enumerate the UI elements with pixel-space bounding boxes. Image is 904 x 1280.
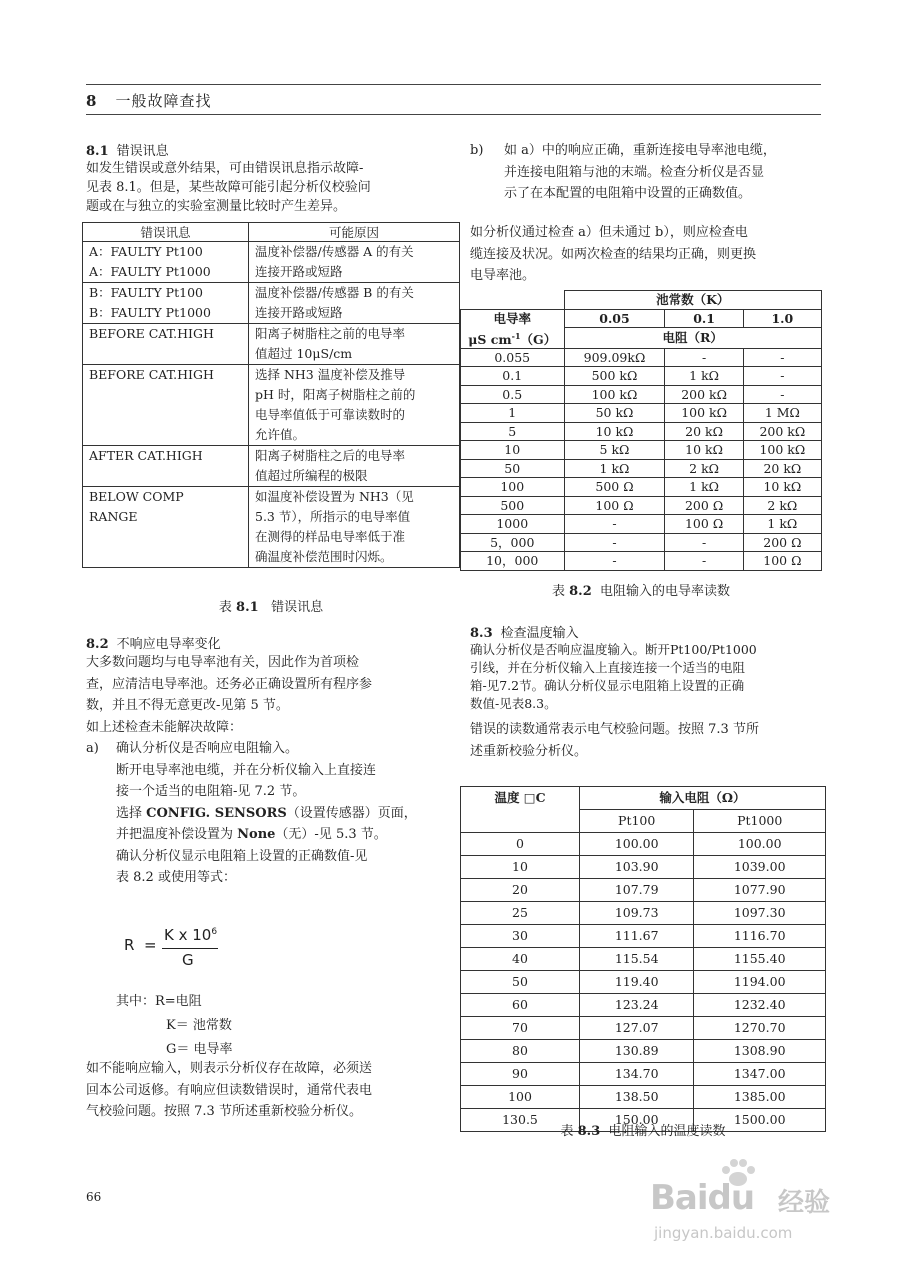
chapter-heading — [86, 90, 211, 111]
table-header: μS $cm^{-1}(G)$ — [461, 328, 565, 349]
table-header: 温度 □C — [461, 787, 580, 833]
table-row — [83, 365, 460, 446]
table-cell: 50 kΩ — [564, 404, 665, 423]
table-cell: 138.50 — [580, 1086, 694, 1109]
table-cell: 200 Ω — [743, 533, 821, 552]
table-cell: 0.5 — [461, 385, 565, 404]
table-header: 错误讯息 — [83, 223, 249, 242]
table-cell: 5 — [461, 422, 565, 441]
table-cell: 1194.00 — [694, 971, 826, 994]
table-cell: 111.67 — [580, 925, 694, 948]
table-cell: 1 kΩ — [665, 478, 743, 497]
table-cell: - — [743, 385, 821, 404]
section-title: 错误讯息 — [116, 144, 169, 159]
table-cell: 1232.40 — [694, 994, 826, 1017]
chapter-title: 一般故障查找 — [115, 92, 212, 110]
table-cell: 5，000 — [461, 533, 565, 552]
table-cell: 50 — [461, 459, 565, 478]
table-cell: 100 kΩ — [564, 385, 665, 404]
table-cell: 10，000 — [461, 552, 565, 571]
table-cell: 500 kΩ — [564, 367, 665, 386]
table-cell: 10 kΩ — [665, 441, 743, 460]
section-number: 8.1 — [86, 144, 109, 159]
table-row — [461, 1017, 826, 1040]
conductivity-table — [460, 290, 822, 571]
error-messages-table — [82, 222, 460, 568]
table-header: 0.05 — [564, 309, 665, 328]
table-row — [461, 367, 822, 386]
table-cell: 30 — [461, 925, 580, 948]
table-header: 可能原因 — [249, 223, 460, 242]
section-heading — [86, 140, 461, 159]
table-cell: 1039.00 — [694, 856, 826, 879]
table-cell: 103.90 — [580, 856, 694, 879]
watermark — [650, 1158, 900, 1248]
table-cell: 10 — [461, 441, 565, 460]
formula-legend: 其中：R=电阻 K＝ 池常数 G＝ 电导率 — [116, 994, 233, 1057]
table-cell: 60 — [461, 994, 580, 1017]
table-cell: 1 — [461, 404, 565, 423]
table-cell: 1 kΩ — [564, 459, 665, 478]
section-paragraph: 错误的读数通常表示电气校验问题。按照 7.3 节所 述重新校验分析仪。 — [470, 722, 759, 759]
list-marker: b) — [470, 143, 484, 158]
watermark-brand: Baidu — [650, 1178, 755, 1218]
table-cell: 109.73 — [580, 902, 694, 925]
table-row — [461, 948, 826, 971]
table-header: 电导率 — [461, 309, 565, 328]
table-cell: 25 — [461, 902, 580, 925]
table-cell: 1270.70 — [694, 1017, 826, 1040]
table-body — [461, 833, 826, 1132]
step-b: b) 如 a）中的响应正确，重新连接电导率池电缆， 并连接电阻箱与池的末端。检查分析仪是否显 示了在本配置的电阻箱中设置的正确数值。 — [470, 143, 776, 201]
table-row — [461, 1086, 826, 1109]
table-cell: - — [665, 533, 743, 552]
table-cell: 150.00 — [580, 1109, 694, 1132]
table-row — [461, 422, 822, 441]
table-cell: 5 kΩ — [564, 441, 665, 460]
formula: R = K x $10^6$ G — [124, 926, 218, 969]
section-number: 8.2 — [86, 637, 109, 652]
table-cell: 127.07 — [580, 1017, 694, 1040]
table-row — [461, 533, 822, 552]
table-row — [461, 994, 826, 1017]
table-cell: 100.00 — [580, 833, 694, 856]
table-cell: 100 — [461, 478, 565, 497]
table-cell: 100 kΩ — [743, 441, 821, 460]
table-cell: 1347.00 — [694, 1063, 826, 1086]
table-header: 输入电阻（Ω） — [580, 787, 826, 810]
table-cell: 1077.90 — [694, 879, 826, 902]
table-cell: 温度补偿器/传感器 B 的有关 连接开路或短路 — [249, 283, 460, 324]
table-caption: 表 8.2 电阻输入的电导率读数 — [551, 584, 731, 599]
temperature-table — [460, 786, 826, 1132]
table-cell: 1097.30 — [694, 902, 826, 925]
table-row — [461, 925, 826, 948]
table-caption: 表 8.1 错误讯息 — [218, 600, 324, 615]
table-cell: BELOW COMP RANGE — [83, 487, 249, 568]
table-cell: 200 kΩ — [665, 385, 743, 404]
table-cell: 20 kΩ — [665, 422, 743, 441]
table-cell: 107.79 — [580, 879, 694, 902]
section-paragraph: 大多数问题均与电导率池有关，因此作为首项检 查，应清洁电导率池。还务必正确设置所有程序参 数，并且不得无意更改-见第 5 节。 如上述检查未能解决故障： a) 确认分析仪是否响应电阻输入。 断开电导率池电缆，并在分析仪输入上直接连 接一个适当的电阻箱-见 7.2 节。 选择 CONFIG. SENSORS（设置传感器）页面， 并把温度补偿设置为 None（无）-见 5.3 节。 确认分析仪显示电阻箱上设置的正确数值-见 表 8.2 或使用等式： — [86, 655, 417, 885]
table-cell: 阳离子树脂柱之后的电导率 值超过所编程的极限 — [249, 446, 460, 487]
table-cell: 115.54 — [580, 948, 694, 971]
table-cell: 10 kΩ — [564, 422, 665, 441]
table-cell: 阳离子树脂柱之前的电导率 值超过 10μS/cm — [249, 324, 460, 365]
table-cell: 909.09kΩ — [564, 348, 665, 367]
table-cell: 0 — [461, 833, 580, 856]
table-cell: 100 Ω — [665, 515, 743, 534]
table-header: Pt100 — [580, 810, 694, 833]
table-cell: 1 MΩ — [743, 404, 821, 423]
list-marker: a) — [86, 741, 99, 756]
section-heading — [470, 622, 822, 641]
table-row — [461, 971, 826, 994]
table-cell: 70 — [461, 1017, 580, 1040]
header-rule-top — [86, 84, 821, 85]
watermark-url: jingyan.baidu.com — [654, 1224, 793, 1242]
table-row — [461, 833, 826, 856]
table-cell: 0.1 — [461, 367, 565, 386]
table-cell: 如温度补偿设置为 NH3（见 5.3 节），所指示的电导率值 在测得的样品电导率低于准 确温度补偿范围时闪烁。 — [249, 487, 460, 568]
table-row — [461, 441, 822, 460]
table-cell: 123.24 — [580, 994, 694, 1017]
section-heading — [86, 633, 464, 652]
table-cell: 500 — [461, 496, 565, 515]
table-cell: 50 — [461, 971, 580, 994]
table-row — [461, 404, 822, 423]
table-cell: 2 kΩ — [743, 496, 821, 515]
table-cell: - — [743, 348, 821, 367]
table-cell: 1385.00 — [694, 1086, 826, 1109]
table-row — [461, 478, 822, 497]
table-cell: BEFORE CAT.HIGH — [83, 365, 249, 446]
table-cell: 100 Ω — [564, 496, 665, 515]
table-row — [461, 348, 822, 367]
table-cell: 温度补偿器/传感器 A 的有关 连接开路或短路 — [249, 242, 460, 283]
section-title: 不响应电导率变化 — [116, 637, 221, 652]
fraction-bar — [162, 948, 218, 949]
table-cell: 500 Ω — [564, 478, 665, 497]
table-row — [461, 902, 826, 925]
table-cell: 1500.00 — [694, 1109, 826, 1132]
table-cell: 130.89 — [580, 1040, 694, 1063]
table-row — [83, 324, 460, 365]
table-cell: - — [564, 533, 665, 552]
table-cell: 20 kΩ — [743, 459, 821, 478]
table-cell: 100.00 — [694, 833, 826, 856]
table-cell: 119.40 — [580, 971, 694, 994]
table-cell: 选择 NH3 温度补偿及推导 pH 时，阳离子树脂柱之前的 电导率值低于可靠读数时的 允许值。 — [249, 365, 460, 446]
table-cell: 10 — [461, 856, 580, 879]
chapter-number: 8 — [86, 92, 98, 110]
section-8-1 — [86, 140, 461, 216]
table-cell: - — [564, 515, 665, 534]
section-8-3 — [470, 622, 822, 762]
table-cell: 40 — [461, 948, 580, 971]
table-cell: - — [665, 552, 743, 571]
table-row — [461, 879, 826, 902]
table-cell: B：FAULTY Pt100 B：FAULTY Pt1000 — [83, 283, 249, 324]
section-paragraph: 如不能响应输入，则表示分析仪存在故障，必须送 回本公司返修。有响应但读数错误时，通常代表电 气校验问题。按照 7.3 节所述重新校验分析仪。 — [86, 1061, 373, 1119]
paragraph-line: 如发生错误或意外结果，可由错误讯息指示故障- — [86, 161, 364, 176]
table-header: 电阻（R） — [564, 328, 822, 349]
table-row — [461, 1063, 826, 1086]
header-rule-bottom — [86, 114, 821, 115]
table-cell: 1 kΩ — [743, 515, 821, 534]
section-number: 8.3 — [470, 626, 493, 641]
table-cell: 1116.70 — [694, 925, 826, 948]
table-cell: 100 Ω — [743, 552, 821, 571]
table-header: 1.0 — [743, 309, 821, 328]
table-row — [83, 446, 460, 487]
table-cell: 90 — [461, 1063, 580, 1086]
section-paragraph: 如分析仪通过检查 a）但未通过 b），则应检查电 缆连接及状况。如两次检查的结果均正确，则更换 电导率池。 — [470, 225, 757, 283]
table-cell: 1155.40 — [694, 948, 826, 971]
table-cell: - — [665, 348, 743, 367]
table-cell: 1000 — [461, 515, 565, 534]
table-row — [83, 487, 460, 568]
table-cell: 100 kΩ — [665, 404, 743, 423]
table-cell: 20 — [461, 879, 580, 902]
table-cell: - — [564, 552, 665, 571]
table-cell: 1308.90 — [694, 1040, 826, 1063]
table-cell: - — [743, 367, 821, 386]
table-cell — [461, 291, 565, 310]
table-caption: 表 8.3 电阻输入的温度读数 — [560, 1124, 726, 1139]
table-cell: 1 kΩ — [665, 367, 743, 386]
table-row — [461, 552, 822, 571]
table-cell: 200 Ω — [665, 496, 743, 515]
paragraph-line: 见表 8.1。但是，某些故障可能引起分析仪校验问 — [86, 180, 371, 195]
table-cell: 200 kΩ — [743, 422, 821, 441]
table-header: 池常数（K） — [564, 291, 822, 310]
table-row — [83, 283, 460, 324]
table-row — [461, 1040, 826, 1063]
table-cell: A：FAULTY Pt100 A：FAULTY Pt1000 — [83, 242, 249, 283]
table-cell: BEFORE CAT.HIGH — [83, 324, 249, 365]
table-header: 0.1 — [665, 309, 743, 328]
table-row — [461, 496, 822, 515]
table-row — [83, 242, 460, 283]
section-title: 检查温度输入 — [500, 626, 579, 641]
table-cell: 0.055 — [461, 348, 565, 367]
table-header: Pt1000 — [694, 810, 826, 833]
table-cell: 2 kΩ — [665, 459, 743, 478]
page-number: 66 — [86, 1190, 102, 1204]
table-row — [461, 385, 822, 404]
table-cell: 80 — [461, 1040, 580, 1063]
table-row — [461, 856, 826, 879]
table-cell: 130.5 — [461, 1109, 580, 1132]
table-row — [461, 515, 822, 534]
table-cell: AFTER CAT.HIGH — [83, 446, 249, 487]
section-paragraph: 确认分析仪是否响应温度输入。断开Pt100/Pt1000 引线，并在分析仪输入上直接连接一个适当的电阻 箱-见7.2节。确认分析仪显示电阻箱上设置的正确 数值-见表8.3。 — [470, 642, 757, 711]
table-cell: 134.70 — [580, 1063, 694, 1086]
section-paragraph — [86, 159, 461, 216]
table-body — [461, 348, 822, 570]
table-cell: 10 kΩ — [743, 478, 821, 497]
paragraph-line: 题或在与独立的实验室测量比较时产生差异。 — [86, 199, 347, 214]
table-cell: 100 — [461, 1086, 580, 1109]
section-8-2 — [86, 633, 464, 889]
watermark-cn: 经验 — [778, 1188, 831, 1218]
table-row — [461, 459, 822, 478]
